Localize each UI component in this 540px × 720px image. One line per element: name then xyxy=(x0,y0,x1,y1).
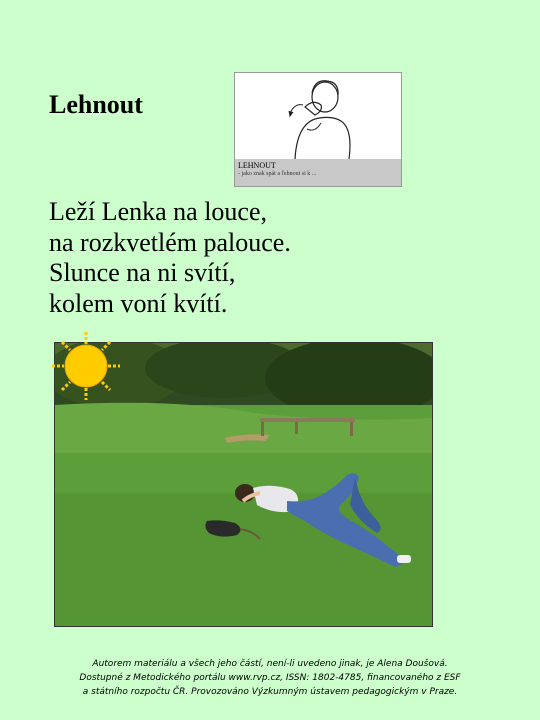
poem-line: kolem voní kvítí. xyxy=(49,288,228,318)
sign-caption-title: LEHNOUT xyxy=(238,161,276,170)
sign-caption-subtitle: - jako znak spát a ľehnout si k ... xyxy=(238,171,317,177)
footer-line: Dostupné z Metodického portálu www.rvp.cz, ISSN: 1802-4785, financovaného z ESF xyxy=(79,673,461,683)
poem xyxy=(49,197,291,319)
poem-line: na rozkvetlém palouce. xyxy=(49,227,291,257)
footer-line: Autorem materiálu a všech jeho částí, není-li uvedeno jinak, je Alena Doušová. xyxy=(92,659,448,669)
sign-language-illustration xyxy=(234,72,402,187)
slide-title: Lehnout xyxy=(49,90,143,119)
poem-line: Leží Lenka na louce, xyxy=(49,197,267,226)
resting-person-drawing xyxy=(235,73,401,159)
sun-icon xyxy=(50,330,122,402)
poem-line: Slunce na ni svítí, xyxy=(49,258,236,287)
footer-credits xyxy=(0,657,540,699)
footer-line: a státního rozpočtu ČR. Provozováno Výzkumným ústavem pedagogickým v Praze. xyxy=(82,687,458,697)
